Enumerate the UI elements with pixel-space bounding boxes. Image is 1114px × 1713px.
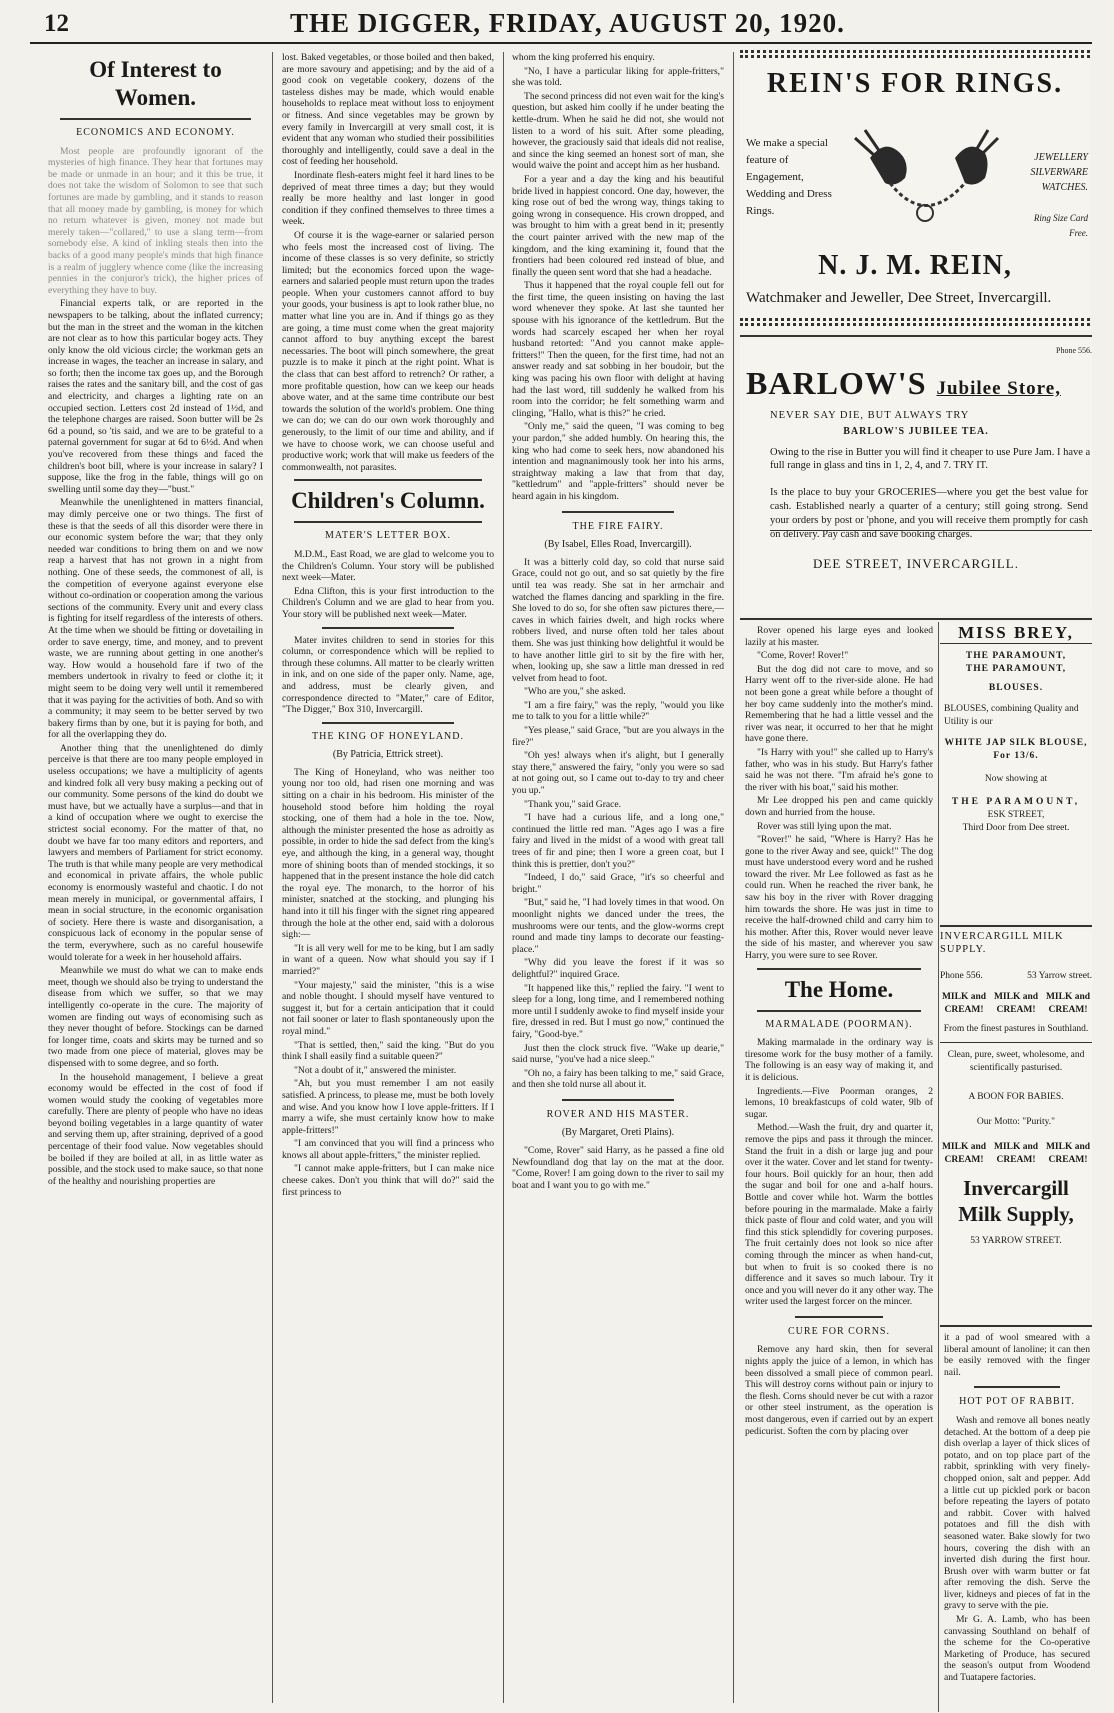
paragraph: "Come, Rover" said Harry, as he passed a fine old Newfoundland dog that lay on the mat at the door. "Come, Rover! I am going down to the river to sail my boat and I want you to go with me." [512, 1145, 724, 1191]
milk-cell: MILK and CREAM! [1045, 1142, 1091, 1165]
divider [740, 618, 1092, 620]
divider [740, 335, 1092, 337]
story-title: ROVER AND HIS MASTER. [546, 1108, 690, 1120]
section-heading-women: Of Interest to Women. [89, 57, 222, 110]
ad-address: 53 YARROW STREET. [970, 1236, 1062, 1246]
column-women [48, 52, 263, 1707]
recipe-title: CURE FOR CORNS. [788, 1325, 890, 1337]
divider [60, 118, 251, 120]
paragraph: Rover opened his large eyes and looked lazily at his master. [745, 625, 933, 648]
divider [294, 521, 482, 523]
ad-groceries: Is the place to buy your GROCERIES—where you get the best value for cash. Established nearly a quarter of a century; still going strong. Send your orders by post or 'phone, and you will receive them promptly for cash on delivery. Pay cash and save booking charges. [770, 487, 1088, 540]
ad-line: BLOUSES. [988, 683, 1044, 693]
ad-reins-rings [740, 50, 1090, 330]
recipe-title: HOT POT OF RABBIT. [959, 1396, 1075, 1408]
milk-cell: MILK and CREAM! [993, 1142, 1039, 1165]
paragraph: whom the king proferred his enquiry. [512, 52, 655, 63]
masthead [30, 4, 1092, 44]
ad-line: ESK STREET, [987, 810, 1045, 820]
birds-with-ring-icon [850, 128, 1000, 238]
ad-line: THE PARAMOUNT, [965, 664, 1067, 674]
chain-border [740, 318, 1090, 326]
ring-size-text: Ring Size Card Free. [1033, 213, 1088, 238]
paragraph: In the household management, I believe a great economy would be effected in the cost of food if women would study the cooking of vegetables more carefully. There are plenty of people who have no ideas beyond boiling vegetables in a large quantity of water and serving them up, after straining, deprived of a good percentage of their food value. Now vegetables should be boiled if they are boiled at all, in as little water as possible, and the stock used to make sauce, so that none of the healthy and nourishing properties are [48, 1071, 263, 1187]
ad-line: WHITE JAP SILK BLOUSE, For 13/6. [944, 738, 1088, 761]
story-title: THE KING OF HONEYLAND. [312, 730, 464, 742]
ad-tea: BARLOW'S JUBILEE TEA. [843, 426, 989, 437]
paragraph: Edna Clifton, this is your first introduction to the Children's Column and we are glad to hear from you. Your story will be published next week—Mater. [282, 585, 494, 620]
ad-name: N. J. M. REIN, [818, 250, 1012, 281]
paragraph: Mr G. A. Lamb, who has been canvassing Southland on behalf of the scheme for the Co-operative Marketing of Produce, has secured the season's output from Woodend and Tuatapere factories. [944, 1614, 1090, 1684]
paragraph: Another thing that the unenlightened do dimly perceive is that there are too many people employed in useless occupations; we have a multiplicity of agents and kindred folk all very busy making a pecking out of our community. Some persons of the kind do doubt we must have, but we actually have a surplus—and that in a kind of occupation where we ought to exercise the strictest social economy. For the matter of that, no doubt we have far too many editors and reporters, and lawyers and members of Parliament for strict economy. The truth is that while many people are very methodical and economical in private affairs, the whole public economy is enormously wasteful and chaotic. I do not mean merely in municipal, or governmental affairs, I mean in social structure, in the economic organisation of society. Here there is waste and disorganisation, a conspicuous lack of economy in the popular sense of the term, everywhere, such as no careful housewife would tolerate for a week in her household affairs. [48, 742, 263, 963]
section-heading-home: The Home. [784, 976, 894, 1002]
paragraph: "Only me," said the queen, "I was coming to beg your pardon," she added humbly. On hearing this, the king who had come to seek hers, now abandoned his intention and magnanimously took her into his arms, straightway making a law that from that day, "kettledrum" and "apple-fritters" should never be heard again in his kingdom. [512, 421, 724, 502]
ad-line: THE PARAMOUNT, [951, 797, 1081, 807]
paragraph: "Why did you leave the forest if it was so delightful?" inquired Grace. [512, 957, 724, 980]
paragraph: Mr Lee dropped his pen and came quickly down and hurried from the house. [745, 795, 933, 818]
ad-trade: Watchmaker and Jeweller, Dee Street, Invercargill. [746, 290, 1052, 306]
paragraph: lost. Baked vegetables, or those boiled and then baked, are more savoury and appetising; and by the aid of a good cook on vegetable cookery, dozens of the tasteless dishes may be made, which would enable households to replace meat without loss to enjoyment or fitness. And since vegetables may be grown by every family in Invercargill at very small cost, it is evident that any woman who studied their possibilities thoroughly and intelligently, could save a deal in the cost of feeding her household. [282, 52, 494, 168]
ad-phone: Phone 556. [1056, 346, 1092, 355]
letter-box-title: MATER'S LETTER BOX. [324, 530, 452, 542]
ad-line: THE PARAMOUNT, [965, 651, 1067, 661]
paragraph: "That is settled, then," said the king. "But do you think I shall easily find a suitable queen?" [282, 1039, 494, 1063]
paragraph: Meanwhile we must do what we can to make ends meet, though we should also be trying to understand the disease from which we suffer, so that we may intelligently co-operate in the cure. The majority of women are finding out ways of economising such as they never thought of before. Stockings can be darned for longer time, coats and skirts may be turned and so two made from one piece of material, gloves may be dispensed with to some degree, and so forth. [48, 965, 263, 1069]
paragraph: "Not a doubt of it," answered the minister. [294, 1064, 457, 1076]
paragraph: "Thank you," said Grace. [524, 798, 622, 810]
paragraph: "I am a fire fairy," was the reply, "would you like me to talk to you for a little while?" [512, 699, 724, 723]
divider [757, 968, 921, 970]
ad-barlows-jubilee-store [740, 340, 1092, 615]
paragraph: It was a bitterly cold day, so cold that nurse said Grace, could not go out, and so sat quietly by the fire until tea was ready. She sat in her armchair and watched the flames dancing and sparkling in the fire. She loved to do so, for she often saw pictures there,—caves in which fairies dwelt, and high rocks where robbers lived, and nurse often told her tales about them. She was just thinking how delightful it would be to have another little girl to sit by the fire with her, when, looking up, she saw a little man dressed in red velvet from head to foot. [512, 556, 724, 684]
column-stories [512, 52, 724, 1707]
ad-right-text [1018, 150, 1088, 241]
divider [940, 1325, 1092, 1327]
paragraph: "Yes please," said Grace, "but are you always in the fire?" [512, 725, 724, 748]
divider [940, 925, 1092, 927]
paragraph: "Your majesty," said the minister, "this is a wise and noble thought. I should myself have ventured to suggest it, but for a certain anticipation that it could not fail sooner or later to flash spontaneously upon the royal mind." [282, 979, 494, 1037]
paragraph: The King of Honeyland, who was neither too young nor too old, had risen one morning and was sitting on a chair in his bedroom. His minister of the household stood before him holding the royal stocking, one of them had a hole in the toe. Now, although the minister presented the hose as adroitly as possible, in order to hide the sad defect from the king's eye, and although the king, in a general way, thought more of shining boots than of mended stockings, it so happened that in the present instance the hole did catch the royal eye. The monarch, to the horror of his minister, snatched at the stocking, and plunging his hand into it till his finger with the signet ring appeared through the hole at the other end, said with a dolorous sigh:— [282, 766, 494, 941]
divider [562, 1099, 674, 1101]
paragraph: But the dog did not care to move, and so Harry went off to the river-side alone. He had not been gone a great while before a thought of her boy came suddenly into the mother's mind. Remembering that he had a little vessel and the river was near, it occurred to her that he might have gone there. [745, 663, 933, 745]
milk-trio [940, 1141, 1092, 1167]
story-title: THE FIRE FAIRY. [572, 520, 664, 532]
store-name: BARLOW'S [746, 365, 927, 401]
column-children [282, 52, 494, 1707]
divider [770, 530, 1092, 531]
paragraph: Inordinate flesh-eaters might feel it hard lines to be deprived of meat three times a day; but they would really be more healthy and last longer in good condition if they confined themselves to three times a week. [282, 169, 494, 228]
ad-jam: Owing to the rise in Butter you will find it cheaper to use Pure Jam. I have a full range in glass and tins in 1, 2, 4, and 7. TRY IT. [770, 447, 1091, 471]
divider [795, 1316, 883, 1318]
paragraph: Thus it happened that the royal couple fell out for the first time, the queen insisting on having the last word whenever they spoke. At last she taunted her spouse with his ignorance of the kettledrum. But the words had scarcely escaped her when her royal husband retorted: "And you cannot make apple-fritters!" Then the queen, for the first time, had not an answer ready and sat sobbing in her boudoir, but the king was pacing his own floor with delight at having had the last word, till suddenly he walked from his room into the corridor; he felt something warm and clinging, "Hallo, what is this?" he cried. [512, 280, 724, 419]
paragraph: "I have had a curious life, and a long one," continued the little red man. "Ages ago I was a fire fairy and lived in the midst of a wood with great tall trees of fir and pine; then I wore a green coat, but I think this is prettier, don't you?" [512, 812, 724, 870]
paragraph: "It is all very well for me to be king, but I am sadly in want of a queen. Now what should you say if I married?" [282, 942, 494, 977]
story-byline: (By Margaret, Oreti Plains). [561, 1127, 675, 1139]
recipe-title: MARMALADE (POORMAN). [765, 1018, 913, 1030]
ad-line: Clean, pure, sweet, wholesome, and scientifically pasturised. [947, 1050, 1085, 1073]
paragraph: Most people are profoundly ignorant of the mysteries of high finance. They hear that fortunes may be made or unmade in an hour; and it this be true, it does not take the wisdom of Solomon to see that such fortunes are made by gambling, and it stands to reason that all money made by gambling, is money for which no return whatever is given, money not made but merely taken—"collared," to use a slang term—from somebody else. A kind of inkling steals then into the backs of a good many people's minds that high finance is a realm of jugglery whence come (like the increasing pennies in the conjuror's trick), the higher prices of everything they have to buy. [48, 145, 263, 296]
column-rule [503, 52, 504, 1703]
paragraph: Making marmalade in the ordinary way is tiresome work for the busy mother of a family. The following is an easy way of making it, and it is delicious. [745, 1037, 933, 1083]
column-recipes [944, 1332, 1090, 1707]
ad-line: BLOUSES, combining Quality and Utility is our [944, 704, 1079, 727]
paragraph: "But," said he, "I had lovely times in that wood. On moonlight nights we danced under the trees, the mushrooms were our tents, and the glow-worms crept round and made tiny lamps to decorate our feasting-place." [512, 897, 724, 955]
ad-headline: REIN'S FOR RINGS. [766, 68, 1064, 99]
paragraph: "Is Harry with you!" she called up to Harry's father, who was in his study. But Harry's father said he was not there. "I'm afraid he's gone to the river with his boat," said his mother. [745, 746, 933, 793]
paragraph: "Rover!" he said, "Where is Harry? Has he gone to the river Away and see, quick!" The dog must have understood every word and he rushed toward the river. Mr Lee followed as fast as he could run. When he reached the river bank, he saw his boy in the river with Rover dragging him towards the shore. He was just in time to receive the half-drowned child and carry him to his mother. After this, Rover would never leave the side of his master, and wherever you saw Harry, you were sure to see Rover. [745, 834, 933, 962]
paragraph: Mater invites children to send in stories for this column, or correspondence which will be replied to through these columns. All matter to be clearly written in ink, and on one side of the paper only. Name, age, and address, must be clearly given, and correspondence directed to "Mater," care of Editor, "The Digger," Box 310, Invercargill. [282, 634, 494, 716]
divider [757, 1010, 921, 1012]
ad-line: Our Motto: "Purity." [976, 1117, 1056, 1127]
chain-border [740, 50, 1090, 58]
paragraph: "I cannot make apple-fritters, but I can make nice cheese cakes. Don't you think that will do?" said the first princess to [282, 1163, 494, 1198]
ad-big-title: Invercargill Milk Supply, [958, 1176, 1074, 1226]
paragraph: For a year and a day the king and his beautiful bride lived in happiest concord. One day, however, the king rose out of bed the wrong way, things taking to going wrong in consequence. His crown dropped, and was brought to him with a great bend in it; presently the court painter arrived with the new map of the kingdom, and the king examining it, found that the frontiers had been coloured red instead of blue, and finally the queen sent word that she had a headache. [512, 173, 724, 278]
divider [322, 627, 454, 629]
store-subtitle: Jubilee Store, [936, 378, 1061, 399]
page-number: 12 [44, 10, 69, 37]
paragraph: "Indeed, I do," said Grace, "it's so cheerful and bright." [512, 872, 724, 895]
column-rule [733, 52, 734, 1703]
ad-address: DEE STREET, INVERCARGILL. [812, 556, 1020, 571]
ad-slogan: NEVER SAY DIE, BUT ALWAYS TRY [770, 410, 970, 421]
jewellery-text: JEWELLERY SILVERWARE WATCHES. [1030, 152, 1088, 193]
paragraph: "Who are you," she asked. [524, 686, 626, 698]
milk-cell: MILK and CREAM! [941, 992, 987, 1015]
divider [940, 1042, 1092, 1043]
paragraph: Meanwhile the unenlightened in matters financial, may dimly perceive one or two things. The first of these is that the seeds of all this disorder were there in our economic system before the war; that they only needed war conditions to bring them on and we now reap a harvest that has not grown in a night from nothing. One of these seeds, the commonest of all, is the competition of everyone against everyone else without co-ordination or cooperation among the various sections of the community. Every unit and every class is fighting for itself regardless of the interests of others. At the time when we should be fitting or dovetailing in order to save energy, time, and money, and to prevent waste, we are running about getting in one another's way. How would a household fare if two of the members undertook in rivalry to feed or clothe it; it might seem to be doing very well until it remembered that it was paying for the activities of both. And so with a community; it may seem to be better served by two bakery firms than by one, but it is paying for both, and for all the overlapping they do. [48, 497, 263, 741]
divider [294, 479, 482, 481]
divider [974, 1386, 1060, 1388]
newspaper-title: THE DIGGER, FRIDAY, AUGUST 20, 1920. [290, 8, 845, 38]
ad-headline: INVERCARGILL MILK SUPPLY. [940, 931, 1064, 955]
divider [322, 722, 454, 724]
ad-headline [746, 365, 1092, 402]
paragraph: Just then the clock struck five. "Wake up dearie," said nurse, "you've had a nice sleep." [512, 1042, 724, 1066]
section-heading-children: Children's Column. [291, 488, 485, 514]
ad-line: From the finest pastures in Southland. [943, 1024, 1089, 1034]
milk-cell: MILK and CREAM! [941, 1142, 987, 1165]
column-rule [272, 52, 273, 1703]
paragraph: "It happened like this," replied the fairy. "I went to sleep for a long, long time, and I remembered nothing more until I suddenly awoke to find myself inside your fire, dressed in red. But I must go now," continued the fairy, "Good-bye." [512, 982, 724, 1040]
ad-address: 53 Yarrow street. [1027, 971, 1092, 981]
paragraph: "No, I have a particular liking for apple-fritters," she was told. [512, 65, 724, 89]
ad-line: Now showing at [984, 774, 1048, 784]
ad-headline: MISS BREY, [958, 623, 1074, 642]
story-byline: (By Patricia, Ettrick street). [332, 749, 444, 761]
paragraph: Method.—Wash the fruit, dry and quarter it, remove the pips and pass it through the mincer. Stand the fruit in a dish or large jug and pour over it the water. Cover and let stand for twenty-four hours. Boil quickly for an hour, then add the sugar and boil for one and a-half hours. Bottle and cover while hot. Warm the bottles before pouring in the marmalade. Make a fairly thick paste of flour and cold water, and you will find this stick splendidly for covering purposes. The fruit certainly does not look so nice after coming through the mincer as when hand-cut, but when to fruit is so cooked there is no difference and it saves so much labour. Try it once and you will never do it any other way. The writer used the largest forcer on the mincer. [745, 1122, 933, 1308]
paragraph: it a pad of wool smeared with a liberal amount of lanoline; it can then be easily removed with the finger nail. [944, 1332, 1090, 1378]
ad-miss-brey [940, 622, 1092, 922]
column-rule [938, 622, 939, 1712]
paragraph: "I am convinced that you will find a princess who knows all about apple-fritters," the minister replied. [282, 1138, 494, 1161]
article-title-economics: ECONOMICS AND ECONOMY. [76, 127, 235, 138]
paragraph: Remove any hard skin, then for several nights apply the juice of a lemon, in which has been dissolved a small piece of common pearl. This will destroy corns without pain or injury to the flesh. Corns should never be cut with a razor or other steel instrument, as the operation is most dangerous, even if carried out by an expert pedicurist. Soften the corn by placing over [745, 1344, 933, 1437]
ad-contact [940, 970, 1092, 983]
paragraph: "Oh yes! always when it's alight, but I generally stay there," answered the fairy, "only you were so sad at not going out, so I came out to-day to try and cheer you up." [512, 750, 724, 797]
milk-cell: MILK and CREAM! [993, 992, 1039, 1015]
column-home [745, 625, 933, 1705]
ad-line: Third Door from Dee street. [962, 823, 1070, 833]
paragraph: "Ah, but you must remember I am not easily satisfied. A princess, to please me, must be both lovely and wise. And you know how I love apple-fritters. If I marry a wife, she must certainly know how to make apple-fritters!" [282, 1078, 494, 1136]
ad-left-text: We make a special feature of Engagement, Wedding and Dress Rings. [746, 137, 832, 217]
milk-trio [940, 991, 1092, 1017]
paragraph: Ingredients.—Five Poorman oranges, 2 lemons, 10 breakfastcups of cold water, 9lb of sugar. [745, 1085, 933, 1120]
paragraph: "Oh no, a fairy has been talking to me," said Grace, and then she told nurse all about it. [512, 1067, 724, 1091]
milk-cell: MILK and CREAM! [1045, 992, 1091, 1015]
paragraph: "Come, Rover! Rover!" [757, 650, 849, 662]
divider [562, 511, 674, 513]
paragraph: Financial experts talk, or are reported in the newspapers to be talking, about the inflated currency; but the man in the street and the woman in the kitchen are not clear as to how this particular bogey acts. They only know the old vicious circle; the workman gets an increase in wages, the teacher an increase in salary, and so forth; then the income tax goes up, and the Borough raises the rates and the sanitary bill, and the cost of gas and electricity, and charges a lighting rate on an occupied section. Letters cost 2d instead of 1½d, and the telephone charges are raised. Soon butter will be 2s 6d a pound, so 'tis said, and we are to be grateful to a paternal government for sugar at 6d to 6½d. And when you've recovered from these things and faced the children's boot bill, where is your increase in salary? I suppose, like the frog in the fable, things will go on swelling until some day they—"bust." [48, 298, 263, 495]
ad-line: A BOON FOR BABIES. [968, 1092, 1064, 1102]
paragraph: Wash and remove all bones neatly detached. At the bottom of a deep pie dish overlap a layer of thick slices of potato, and on top place part of the rabbit, sprinkling with very finely-chopped onion, salt and pepper. Add a little cut up pickled pork or bacon before repeating the layers of potato and rabbit. Cover with halved potatoes and fill the dish with seasoned water. Bake slowly for two hours, covering the dish with an inverted dish during the first hour. Brush over with warm butter or fat after removing the dish. Serve the liver, kidneys and pieces of fat in the gravy to serve with the pie. [944, 1414, 1090, 1612]
divider [940, 643, 1092, 644]
story-byline: (By Isabel, Elles Road, Invercargill). [544, 539, 692, 551]
paragraph: The second princess did not even wait for the king's question, but asked him coolly if he under beating the kettle-drum. When he said he did not, she would not listen to a word of his suit. After some pleading, however, the graciously said that ideals did not realise, and since the king seemed an honest sort of man, she would waive the point and accept him as her husband. [512, 90, 724, 172]
paragraph: Of course it is the wage-earner or salaried person who feels most the increased cost of living. The income of these classes is so very definite, so strictly limited; but the economics forced upon the wage-earners and salaried people must return upon the trades people. When your customers cannot afford to buy your goods, your business is apt to look rather blue, no matter what line you are in. And if things go as they are going, a time must come when the great majority cannot afford to buy anything except the barest necessaries. The boot will pinch somewhere, the great puzzle is to make it pinch at the right point. What is the class that can best afford to retrench? Or rather, a more profitable question, how can we keep our heads above water, and at the same time contribute our best towards the solution of the world's problem. One thing we can do; we can do our own work thoroughly and generously, to the limit of our time and ability, and if we have to choose work, we can choose useful and productive work; work that will make us feeders of the commonwealth, not parasites. [282, 229, 494, 473]
paragraph: Rover was still lying upon the mat. [757, 820, 892, 832]
ad-phone: Phone 556. [940, 971, 983, 981]
paragraph: M.D.M., East Road, we are glad to welcome you to the Children's Column. Your story will be published next week—Mater. [282, 548, 494, 584]
